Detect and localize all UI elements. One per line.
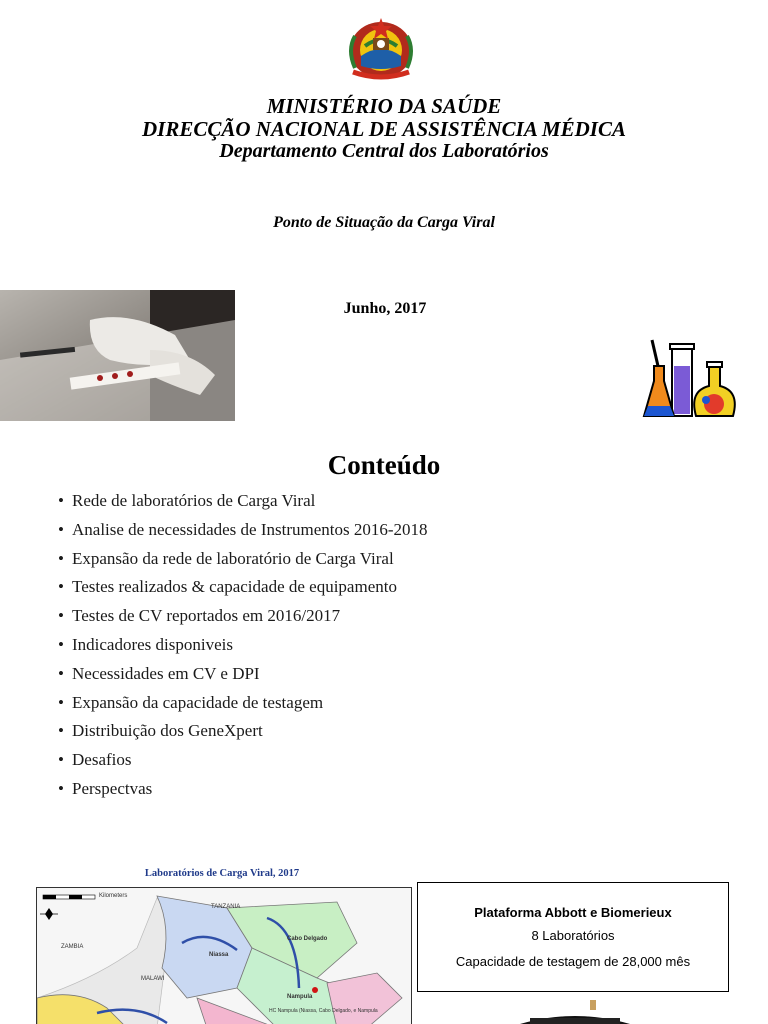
map-label-zambia: ZAMBIA [61, 944, 84, 950]
list-item: • Rede de laboratórios de Carga Viral [58, 487, 428, 516]
presentation-date: Junho, 2017 [343, 300, 427, 317]
list-item: • Necessidades em CV e DPI [58, 660, 428, 689]
laboratory-flasks-icon [634, 336, 744, 426]
lab-instrument-icon [520, 998, 630, 1024]
direction-title: DIRECÇÃO NACIONAL DE ASSISTÊNCIA MÉDICA [142, 117, 626, 141]
platform-title: Plataforma Abbott e Biomerieux [474, 905, 672, 920]
map-label-hc-nampula: HC Nampula (Niassa, Cabo Delgado, e Nampula [269, 1008, 378, 1014]
department-title: Departamento Central dos Laboratórios [219, 140, 549, 162]
list-item: • Testes realizados & capacidade de equipamento [58, 573, 428, 602]
platform-info-box [417, 882, 729, 992]
map-label-tanzania: TANZANIA [211, 904, 241, 910]
platform-capacity: Capacidade de testagem de 28,000 mês [455, 954, 691, 969]
map-label-malawi: MALAWI [141, 976, 165, 982]
ministry-title: MINISTÉRIO DA SAÚDE [266, 94, 502, 118]
mozambique-coat-of-arms-icon [343, 16, 419, 82]
map-scale-units: Kilometers [99, 893, 128, 899]
map-label-niassa: Niassa [209, 952, 229, 958]
list-item: • Indicadores disponiveis [58, 631, 428, 660]
list-item: • Expansão da capacidade de testagem [58, 689, 428, 718]
list-item: • Analise de necessidades de Instrumentos 2016-2018 [58, 516, 428, 545]
list-item: • Perspectvas [58, 775, 428, 804]
list-item: • Desafios [58, 746, 428, 775]
presentation-subtitle: Ponto de Situação da Carga Viral [273, 214, 495, 231]
map-frame [36, 887, 412, 1024]
contents-title: Conteúdo [327, 450, 441, 480]
map-label-nampula: Nampula [287, 994, 313, 1000]
map-label-cabo-delgado: Cabo Delgado [287, 936, 328, 942]
list-item: • Testes de CV reportados em 2016/2017 [58, 602, 428, 631]
contents-list [58, 487, 428, 804]
list-item: • Expansão da rede de laboratório de Carga Viral [58, 545, 428, 574]
map-title: Laboratórios de Carga Viral, 2017 [144, 868, 300, 879]
platform-labs-count: 8 Laboratórios [531, 928, 615, 943]
viral-load-labs-map [32, 862, 412, 1024]
lab-gloves-blood-test-photo [0, 290, 235, 421]
list-item: • Distribuição dos GeneXpert [58, 717, 428, 746]
